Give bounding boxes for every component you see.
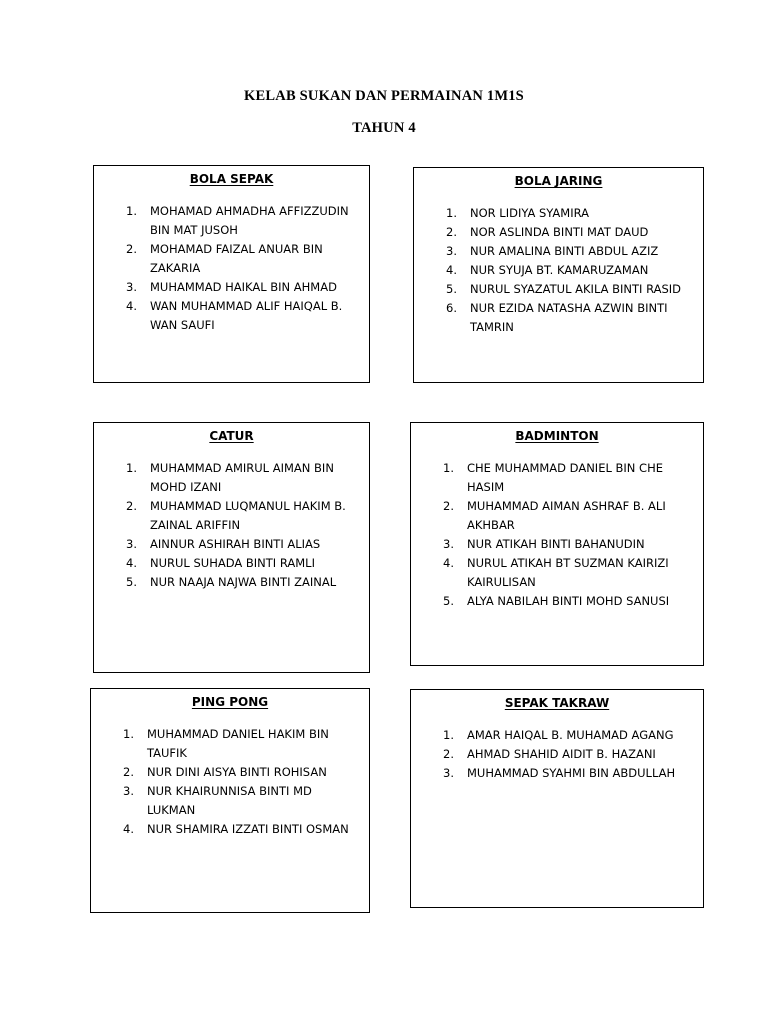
club-title: BOLA SEPAK <box>189 172 274 186</box>
list-item: 5. ALYA NABILAH BINTI MOHD SANUSI <box>443 594 670 608</box>
list-item: 2. NUR DINI AISYA BINTI ROHISAN <box>123 765 327 779</box>
club-box-ping-pong <box>90 688 370 913</box>
club-title: PING PONG <box>191 695 269 709</box>
member-name: MOHAMAD AHMADHA AFFIZZUDIN BIN MAT JUSOH <box>150 204 349 237</box>
club-box-badminton <box>410 422 704 666</box>
member-name: CHE MUHAMMAD DANIEL BIN CHE HASIM <box>467 461 663 494</box>
list-item: 4. WAN MUHAMMAD ALIF HAIQAL B. WAN SAUFI <box>126 299 343 332</box>
club-box-sepak-takraw <box>410 689 704 908</box>
list-item: 2. MUHAMMAD LUQMANUL HAKIM B. ZAINAL ARIFFIN <box>126 499 346 532</box>
member-list <box>126 202 358 335</box>
member-name: NUR SHAMIRA IZZATI BINTI OSMAN <box>147 822 349 836</box>
member-name: NUR ATIKAH BINTI BAHANUDIN <box>467 537 645 551</box>
club-title: SEPAK TAKRAW <box>504 696 610 710</box>
list-item: 2. NOR ASLINDA BINTI MAT DAUD <box>446 225 649 239</box>
list-item: 4. NUR SYUJA BT. KAMARUZAMAN <box>446 263 649 277</box>
member-name: AHMAD SHAHID AIDIT B. HAZANI <box>467 747 656 761</box>
list-item: 5. NURUL SYAZATUL AKILA BINTI RASID <box>446 282 682 296</box>
list-item: 2. AHMAD SHAHID AIDIT B. HAZANI <box>443 747 656 761</box>
member-name: NURUL ATIKAH BT SUZMAN KAIRIZI KAIRULISAN <box>467 556 669 589</box>
list-item: 1. MUHAMMAD AMIRUL AIMAN BIN MOHD IZANI <box>126 461 334 494</box>
member-name: MUHAMMAD AMIRUL AIMAN BIN MOHD IZANI <box>150 461 334 494</box>
list-item: 4. NURUL ATIKAH BT SUZMAN KAIRIZI KAIRULISAN <box>443 556 669 589</box>
member-name: NUR DINI AISYA BINTI ROHISAN <box>147 765 327 779</box>
member-name: NUR SYUJA BT. KAMARUZAMAN <box>470 263 649 277</box>
member-name: NUR NAAJA NAJWA BINTI ZAINAL <box>150 575 337 589</box>
club-title: BOLA JARING <box>514 174 603 188</box>
member-list <box>443 726 701 783</box>
club-box-bola-sepak <box>93 165 370 383</box>
member-name: MUHAMMAD AIMAN ASHRAF B. ALI AKHBAR <box>467 499 666 532</box>
member-list <box>126 459 362 592</box>
list-item: 1. NOR LIDIYA SYAMIRA <box>446 206 590 220</box>
club-title: CATUR <box>209 429 254 443</box>
list-item: 3. MUHAMMAD SYAHMI BIN ABDULLAH <box>443 766 676 780</box>
member-name: NUR EZIDA NATASHA AZWIN BINTI TAMRIN <box>470 301 668 334</box>
member-name: AINNUR ASHIRAH BINTI ALIAS <box>150 537 321 551</box>
member-name: NURUL SYAZATUL AKILA BINTI RASID <box>470 282 682 296</box>
member-name: NURUL SUHADA BINTI RAMLI <box>150 556 315 570</box>
list-item: 1. MOHAMAD AHMADHA AFFIZZUDIN BIN MAT JUSOH <box>126 204 349 237</box>
list-item: 3. NUR AMALINA BINTI ABDUL AZIZ <box>446 244 659 258</box>
club-box-bola-jaring <box>413 167 704 383</box>
list-item: 1. AMAR HAIQAL B. MUHAMAD AGANG <box>443 728 674 742</box>
member-name: ALYA NABILAH BINTI MOHD SANUSI <box>467 594 670 608</box>
list-item: 3. AINNUR ASHIRAH BINTI ALIAS <box>126 537 321 551</box>
club-title: BADMINTON <box>515 429 599 443</box>
list-item: 1. MUHAMMAD DANIEL HAKIM BIN TAUFIK <box>123 727 329 760</box>
list-item: 3. NUR ATIKAH BINTI BAHANUDIN <box>443 537 645 551</box>
list-item: 2. MUHAMMAD AIMAN ASHRAF B. ALI AKHBAR <box>443 499 666 532</box>
member-name: MUHAMMAD SYAHMI BIN ABDULLAH <box>467 766 676 780</box>
member-list <box>123 725 359 839</box>
member-name: NOR LIDIYA SYAMIRA <box>470 206 590 220</box>
member-name: MOHAMAD FAIZAL ANUAR BIN ZAKARIA <box>150 242 323 275</box>
list-item: 4. NURUL SUHADA BINTI RAMLI <box>126 556 315 570</box>
member-name: MUHAMMAD LUQMANUL HAKIM B. ZAINAL ARIFFIN <box>150 499 346 532</box>
document-subtitle: TAHUN 4 <box>352 120 416 136</box>
list-item: 4. NUR SHAMIRA IZZATI BINTI OSMAN <box>123 822 349 836</box>
document-title: KELAB SUKAN DAN PERMAINAN 1M1S <box>244 88 524 104</box>
list-item: 1. CHE MUHAMMAD DANIEL BIN CHE HASIM <box>443 461 663 494</box>
member-name: MUHAMMAD DANIEL HAKIM BIN TAUFIK <box>147 727 329 760</box>
member-name: NUR AMALINA BINTI ABDUL AZIZ <box>470 244 659 258</box>
list-item: 6. NUR EZIDA NATASHA AZWIN BINTI TAMRIN <box>446 301 668 334</box>
member-name: MUHAMMAD HAIKAL BIN AHMAD <box>150 280 337 294</box>
member-name: NOR ASLINDA BINTI MAT DAUD <box>470 225 649 239</box>
member-list <box>446 204 698 337</box>
list-item: 5. NUR NAAJA NAJWA BINTI ZAINAL <box>126 575 337 589</box>
member-name: WAN MUHAMMAD ALIF HAIQAL B. WAN SAUFI <box>150 299 343 332</box>
club-box-catur <box>93 422 370 673</box>
member-name: NUR KHAIRUNNISA BINTI MD LUKMAN <box>147 784 312 817</box>
list-item: 2. MOHAMAD FAIZAL ANUAR BIN ZAKARIA <box>126 242 323 275</box>
member-list <box>443 459 683 611</box>
list-item: 3. MUHAMMAD HAIKAL BIN AHMAD <box>126 280 337 294</box>
list-item: 3. NUR KHAIRUNNISA BINTI MD LUKMAN <box>123 784 312 817</box>
member-name: AMAR HAIQAL B. MUHAMAD AGANG <box>467 728 674 742</box>
